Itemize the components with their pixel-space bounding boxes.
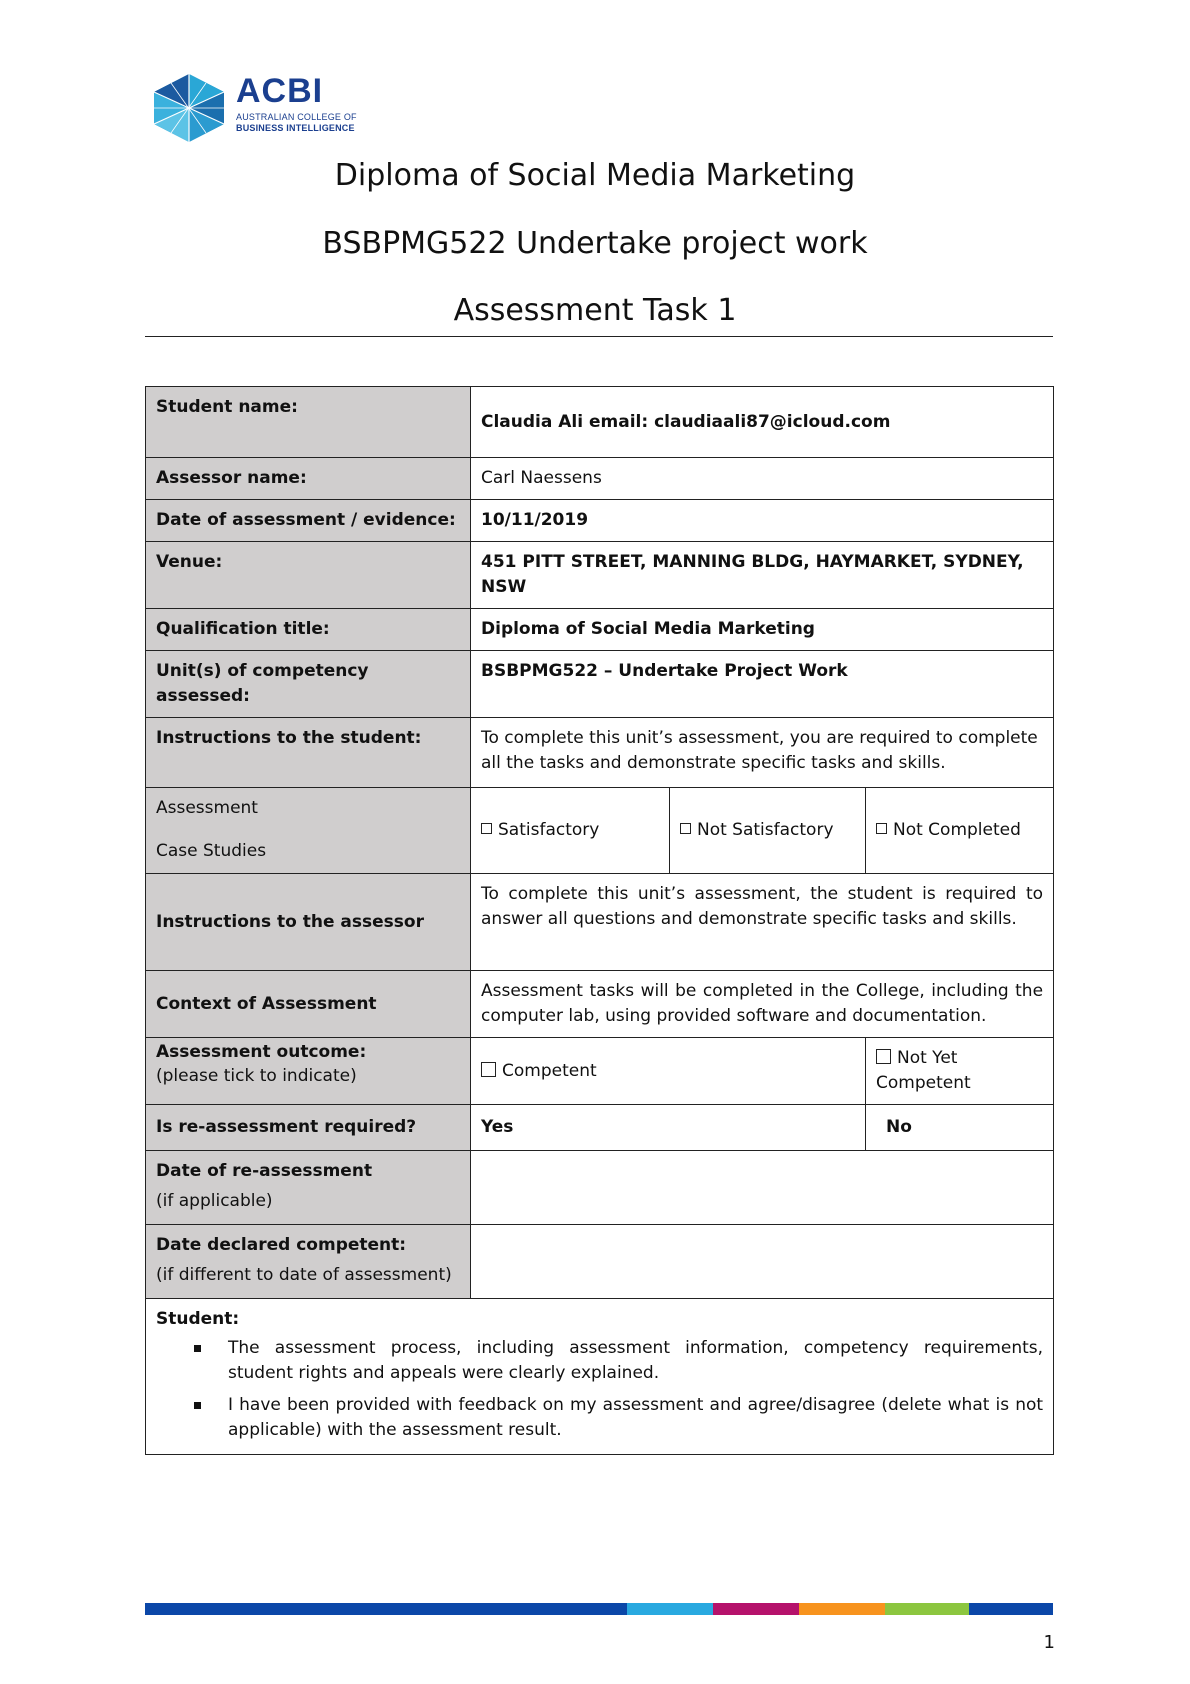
acbi-logo-mark-icon <box>150 72 228 144</box>
not-satisfactory-option[interactable] <box>670 788 866 874</box>
qualification-value[interactable]: Diploma of Social Media Marketing <box>471 609 1054 651</box>
checkbox-icon[interactable] <box>876 823 887 834</box>
reassessment-date-sub-label: (if applicable) <box>156 1191 273 1211</box>
checkbox-icon[interactable] <box>680 823 691 834</box>
assessor-name-value[interactable]: Carl Naessens <box>471 458 1054 500</box>
unit-value[interactable]: BSBPMG522 – Undertake Project Work <box>471 651 1054 718</box>
logo-subtitle-line1: AUSTRALIAN COLLEGE OF <box>236 112 357 122</box>
instructions-student-value: To complete this unit’s assessment, you are required to complete all the tasks and demonstrate specific tasks and skills. <box>471 718 1054 788</box>
competent-label: Competent <box>502 1060 597 1081</box>
context-label: Context of Assessment <box>146 971 471 1038</box>
color-segment <box>145 1603 627 1615</box>
assessment-cover-table <box>145 386 1054 1455</box>
venue-label: Venue: <box>146 542 471 609</box>
task-title: Assessment Task 1 <box>453 293 737 328</box>
declaration-list <box>156 1336 1043 1443</box>
logo-subtitle-line2: BUSINESS INTELLIGENCE <box>236 123 355 133</box>
color-segment <box>799 1603 885 1615</box>
instructions-student-label: Instructions to the student: <box>146 718 471 788</box>
satisfactory-option[interactable] <box>471 788 670 874</box>
venue-value[interactable]: 451 PITT STREET, MANNING BLDG, HAYMARKET, SYDNEY, NSW <box>471 542 1054 609</box>
page-number: 1 <box>1043 1632 1055 1653</box>
competent-option[interactable] <box>471 1038 866 1105</box>
declaration-item: The assessment process, including assessment information, competency requirements, student rights and appeals were clearly explained. <box>228 1336 1043 1386</box>
outcome-label-cell <box>146 1038 471 1105</box>
checkbox-icon[interactable] <box>876 1049 891 1064</box>
assessor-name-label: Assessor name: <box>146 458 471 500</box>
color-segment <box>627 1603 713 1615</box>
color-segment <box>885 1603 969 1615</box>
declared-competent-value[interactable] <box>471 1225 1054 1299</box>
logo-subtitle <box>236 112 357 134</box>
reassessment-date-value[interactable] <box>471 1151 1054 1225</box>
not-completed-option[interactable] <box>866 788 1054 874</box>
color-segment <box>969 1603 1053 1615</box>
date-of-assessment-value[interactable]: 10/11/2019 <box>471 500 1054 542</box>
color-segment <box>713 1603 799 1615</box>
student-heading: Student: <box>156 1309 240 1329</box>
declared-competent-sub-label: (if different to date of assessment) <box>156 1265 452 1285</box>
declared-competent-label-cell <box>146 1225 471 1299</box>
unit-label: Unit(s) of competency assessed: <box>146 651 471 718</box>
footer-color-bar <box>145 1603 1053 1615</box>
not-yet-competent-option[interactable] <box>866 1038 1054 1105</box>
logo-wordmark: ACBI <box>236 72 324 110</box>
reassessment-date-label-cell <box>146 1151 471 1225</box>
not-satisfactory-label: Not Satisfactory <box>697 820 834 840</box>
title-divider <box>145 336 1053 337</box>
document-title: Diploma of Social Media Marketing <box>334 158 856 193</box>
case-studies-label: Case Studies <box>156 841 267 861</box>
date-of-assessment-label: Date of assessment / evidence: <box>146 500 471 542</box>
reassessment-yes[interactable]: Yes <box>471 1105 866 1151</box>
context-value: Assessment tasks will be completed in the College, including the computer lab, using provided software and documentation. <box>471 971 1054 1038</box>
acbi-logo <box>150 72 380 144</box>
declared-competent-label: Date declared competent: <box>156 1235 407 1255</box>
reassessment-label: Is re-assessment required? <box>146 1105 471 1151</box>
instructions-assessor-label: Instructions to the assessor <box>146 874 471 971</box>
outcome-sub-label: (please tick to indicate) <box>156 1066 357 1086</box>
student-name-value[interactable]: Claudia Ali email: claudiaali87@icloud.com <box>471 387 1054 458</box>
unit-title: BSBPMG522 Undertake project work <box>322 226 868 261</box>
student-name-label: Student name: <box>146 387 471 458</box>
reassessment-no[interactable]: No <box>866 1105 1054 1151</box>
checkbox-icon[interactable] <box>481 823 492 834</box>
not-completed-label: Not Completed <box>893 820 1021 840</box>
checkbox-icon[interactable] <box>481 1062 496 1077</box>
declaration-item: I have been provided with feedback on my assessment and agree/disagree (delete what is not applicable) with the assessment result. <box>228 1393 1043 1443</box>
reassessment-date-label: Date of re-assessment <box>156 1161 373 1181</box>
instructions-assessor-value: To complete this unit’s assessment, the student is required to answer all questions and demonstrate specific tasks and skills. <box>471 874 1054 971</box>
student-declaration-cell <box>146 1299 1054 1455</box>
not-yet-competent-label: Not Yet Competent <box>876 1048 971 1093</box>
assessment-label: Assessment <box>156 798 258 818</box>
qualification-label: Qualification title: <box>146 609 471 651</box>
assessment-method-label <box>146 788 471 874</box>
outcome-label: Assessment outcome: <box>156 1042 367 1062</box>
satisfactory-label: Satisfactory <box>498 820 600 840</box>
